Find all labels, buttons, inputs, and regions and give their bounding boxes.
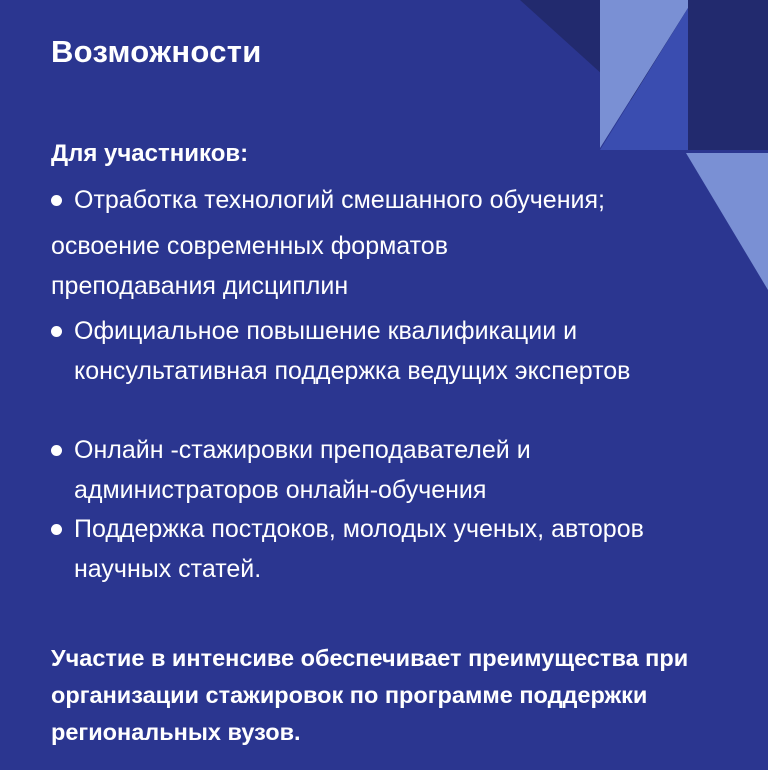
- bullet-dot-icon: [51, 445, 62, 456]
- light-triangle-right: [686, 153, 768, 290]
- list-item-text: Онлайн -стажировки преподавателей и администраторов онлайн-обучения: [74, 436, 531, 504]
- list-item-text: Официальное повышение квалификации и консультативная поддержка ведущих экспертов: [74, 317, 631, 385]
- bullet-dot-icon: [51, 524, 62, 535]
- list-item: [51, 180, 731, 220]
- list-item-text: Поддержка постдоков, молодых ученых, авторов научных статей.: [74, 515, 644, 583]
- list-item-text: Отработка технологий смешанного обучения;: [74, 186, 605, 214]
- subtitle: Для участников:: [51, 140, 249, 167]
- paragraph: освоение современных форматов преподавания дисциплин: [51, 232, 448, 300]
- bullet-dot-icon: [51, 195, 62, 206]
- footer-note: Участие в интенсиве обеспечивает преимущества при организации стажировок по программе поддержки региональных вузов.: [51, 645, 689, 745]
- list-item: [51, 430, 691, 510]
- list-item: [51, 311, 681, 391]
- page-title: Возможности: [51, 34, 262, 69]
- bullet-dot-icon: [51, 326, 62, 337]
- list-item: [51, 509, 671, 589]
